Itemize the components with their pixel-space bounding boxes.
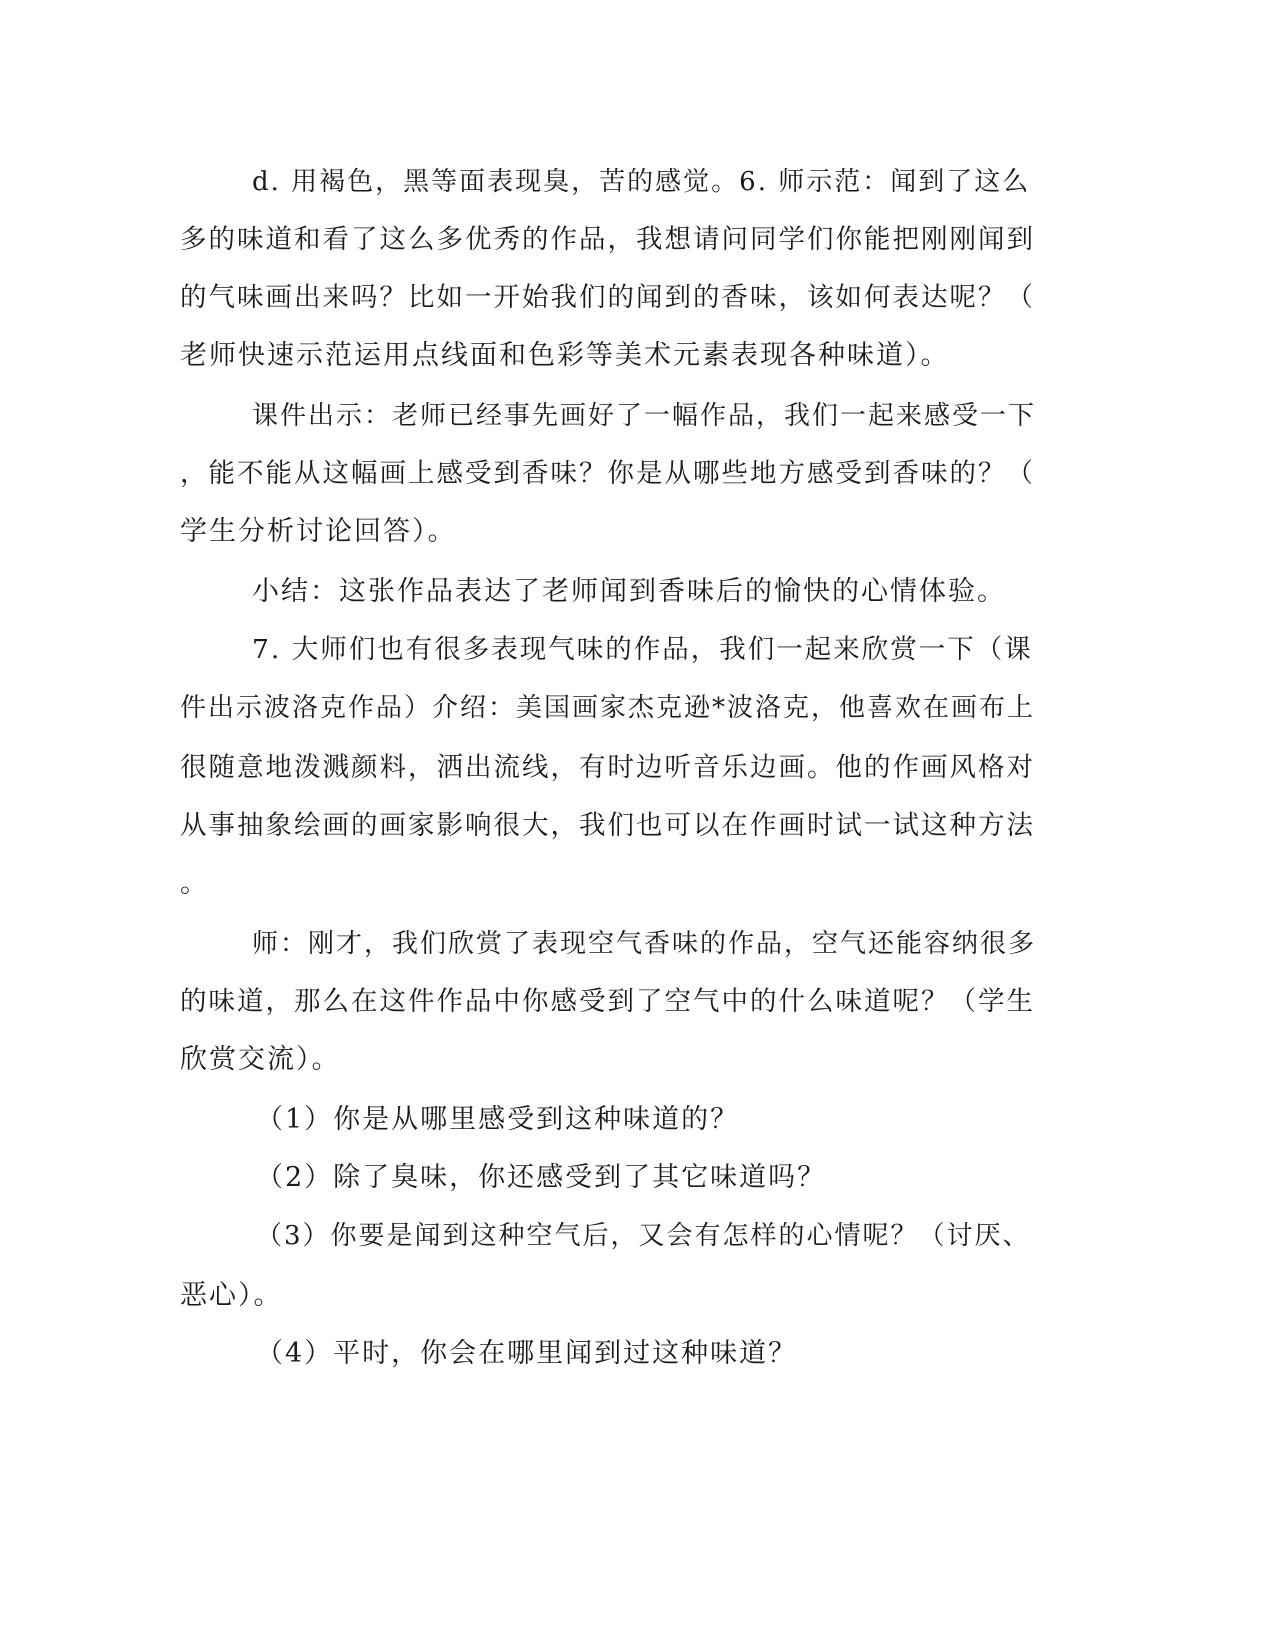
text-line: 件出示波洛克作品）介绍：美国画家杰克逊*波洛克，他喜欢在画布上: [180, 693, 1036, 723]
text-line: （4）平时，你会在哪里闻到过这种味道？: [256, 1338, 798, 1369]
text-line: （3）你要是闻到这种空气后，又会有怎样的心情呢？（讨厌、: [256, 1221, 1031, 1251]
text-line: 多的味道和看了这么多优秀的作品，我想请问同学们你能把刚刚闻到: [180, 224, 1035, 255]
text-line: 的味道，那么在这件作品中你感受到了空气中的什么味道呢？（学生: [180, 986, 1035, 1017]
text-line: （1）你是从哪里感受到这种味道的？: [256, 1104, 740, 1135]
text-line: 恶心）。: [180, 1280, 283, 1311]
text-line: 老师快速示范运用点线面和色彩等美术元素表现各种味道）。: [180, 340, 950, 371]
text-line: 欣赏交流）。: [180, 1044, 341, 1075]
text-line: 的气味画出来吗？比如一开始我们的闻到的香味，该如何表达呢？（: [180, 282, 1035, 313]
text-line: ，能不能从这幅画上感受到香味？你是从哪些地方感受到香味的？（: [180, 458, 1035, 489]
text-line: d. 用褐色，黑等面表现臭，苦的感觉。6. 师示范：闻到了这么: [252, 167, 1031, 197]
text-line: 从事抽象绘画的画家影响很大，我们也可以在作画时试一试这种方法: [180, 810, 1035, 841]
text-line: 。: [180, 868, 209, 899]
text-line: 师：刚才，我们欣赏了表现空气香味的作品，空气还能容纳很多: [252, 929, 1037, 959]
text-line: 7. 大师们也有很多表现气味的作品，我们一起来欣赏一下（课: [252, 634, 1033, 665]
text-line: 课件出示：老师已经事先画好了一幅作品，我们一起来感受一下: [252, 401, 1037, 431]
text-line: 学生分析讨论回答）。: [180, 516, 457, 547]
text-line: （2）除了臭味，你还感受到了其它味道吗？: [256, 1162, 827, 1193]
text-line: 很随意地泼溅颜料，洒出流线，有时边听音乐边画。他的作画风格对: [180, 752, 1035, 783]
text-line: 小结：这张作品表达了老师闻到香味后的愉快的心情体验。: [252, 576, 1006, 607]
